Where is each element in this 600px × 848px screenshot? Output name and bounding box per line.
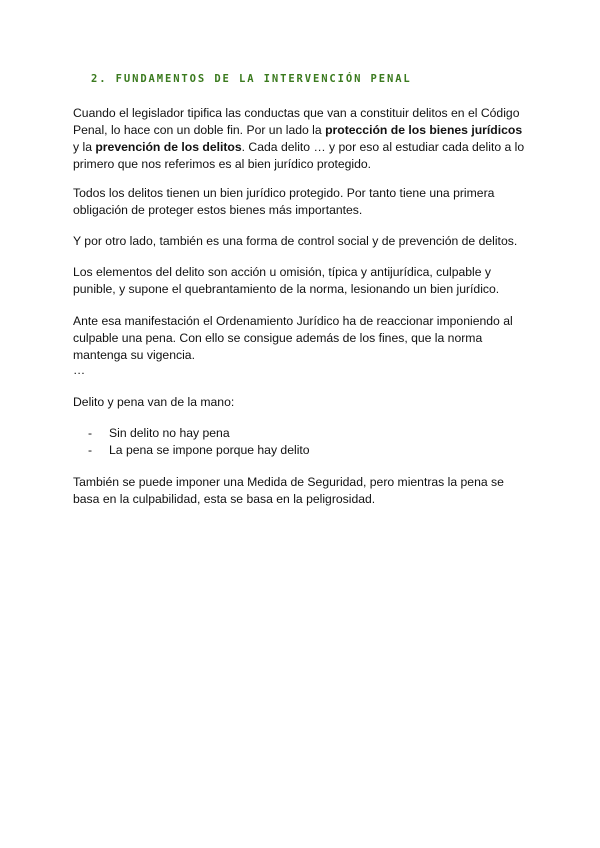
bullet-list xyxy=(88,425,310,459)
paragraph-line: Todos los delitos tienen un bien jurídico protegido. Por tanto tiene una primera xyxy=(73,186,495,200)
paragraph-line xyxy=(73,139,533,156)
paragraph-line: También se puede imponer una Medida de Seguridad, pero mientras la pena se xyxy=(73,475,504,489)
paragraph-line: Delito y pena van de la mano: xyxy=(73,395,235,409)
paragraph-line: basa en la culpabilidad, esta se basa en la peligrosidad. xyxy=(73,492,376,506)
paragraph-line: punible, y supone el quebrantamiento de la norma, lesionando un bien jurídico. xyxy=(73,282,500,296)
paragraph-line xyxy=(73,122,533,139)
ellipsis: … xyxy=(73,363,86,377)
list-item xyxy=(88,442,310,459)
section-heading: 2. FUNDAMENTOS DE LA INTERVENCIÓN PENAL xyxy=(91,73,412,85)
paragraph-elementos-delito xyxy=(73,264,533,298)
bold-phrase-prevencion: prevención de los delitos xyxy=(95,140,242,154)
paragraph-text: . Cada delito … y por eso al estudiar cada delito a lo xyxy=(241,140,525,154)
paragraph-line: culpable una pena. Con ello se consigue además de los fines, que la norma xyxy=(73,331,483,345)
paragraph-line: Cuando el legislador tipifica las conductas que van a constituir delitos en el Código xyxy=(73,106,520,120)
list-item xyxy=(88,425,310,442)
paragraph-line: Ante esa manifestación el Ordenamiento Jurídico ha de reaccionar imponiendo al xyxy=(73,314,513,328)
list-item-text: La pena se impone porque hay delito xyxy=(109,443,310,457)
paragraph-medida-seguridad xyxy=(73,474,533,508)
bullet-marker: - xyxy=(88,426,93,440)
paragraph-intro xyxy=(73,105,533,173)
paragraph-line: Los elementos del delito son acción u omisión, típica y antijurídica, culpable y xyxy=(73,265,491,279)
paragraph-control-social xyxy=(73,233,533,250)
bullet-marker: - xyxy=(88,443,93,457)
paragraph-line: obligación de proteger estos bienes más importantes. xyxy=(73,203,363,217)
paragraph-line: primero que nos referimos es al bien jurídico protegido. xyxy=(73,157,372,171)
paragraph-bien-juridico xyxy=(73,185,533,219)
paragraph-line: Y por otro lado, también es una forma de control social y de prevención de delitos. xyxy=(73,234,518,248)
paragraph-text: Penal, lo hace con un doble fin. Por un lado la xyxy=(73,123,326,137)
list-item-text: Sin delito no hay pena xyxy=(109,426,230,440)
paragraph-line: mantenga su vigencia. xyxy=(73,348,195,362)
bold-phrase-proteccion: protección de los bienes jurídicos xyxy=(325,123,523,137)
paragraph-text: y la xyxy=(73,140,96,154)
paragraph-ordenamiento xyxy=(73,313,533,364)
paragraph-delito-pena xyxy=(73,394,533,411)
